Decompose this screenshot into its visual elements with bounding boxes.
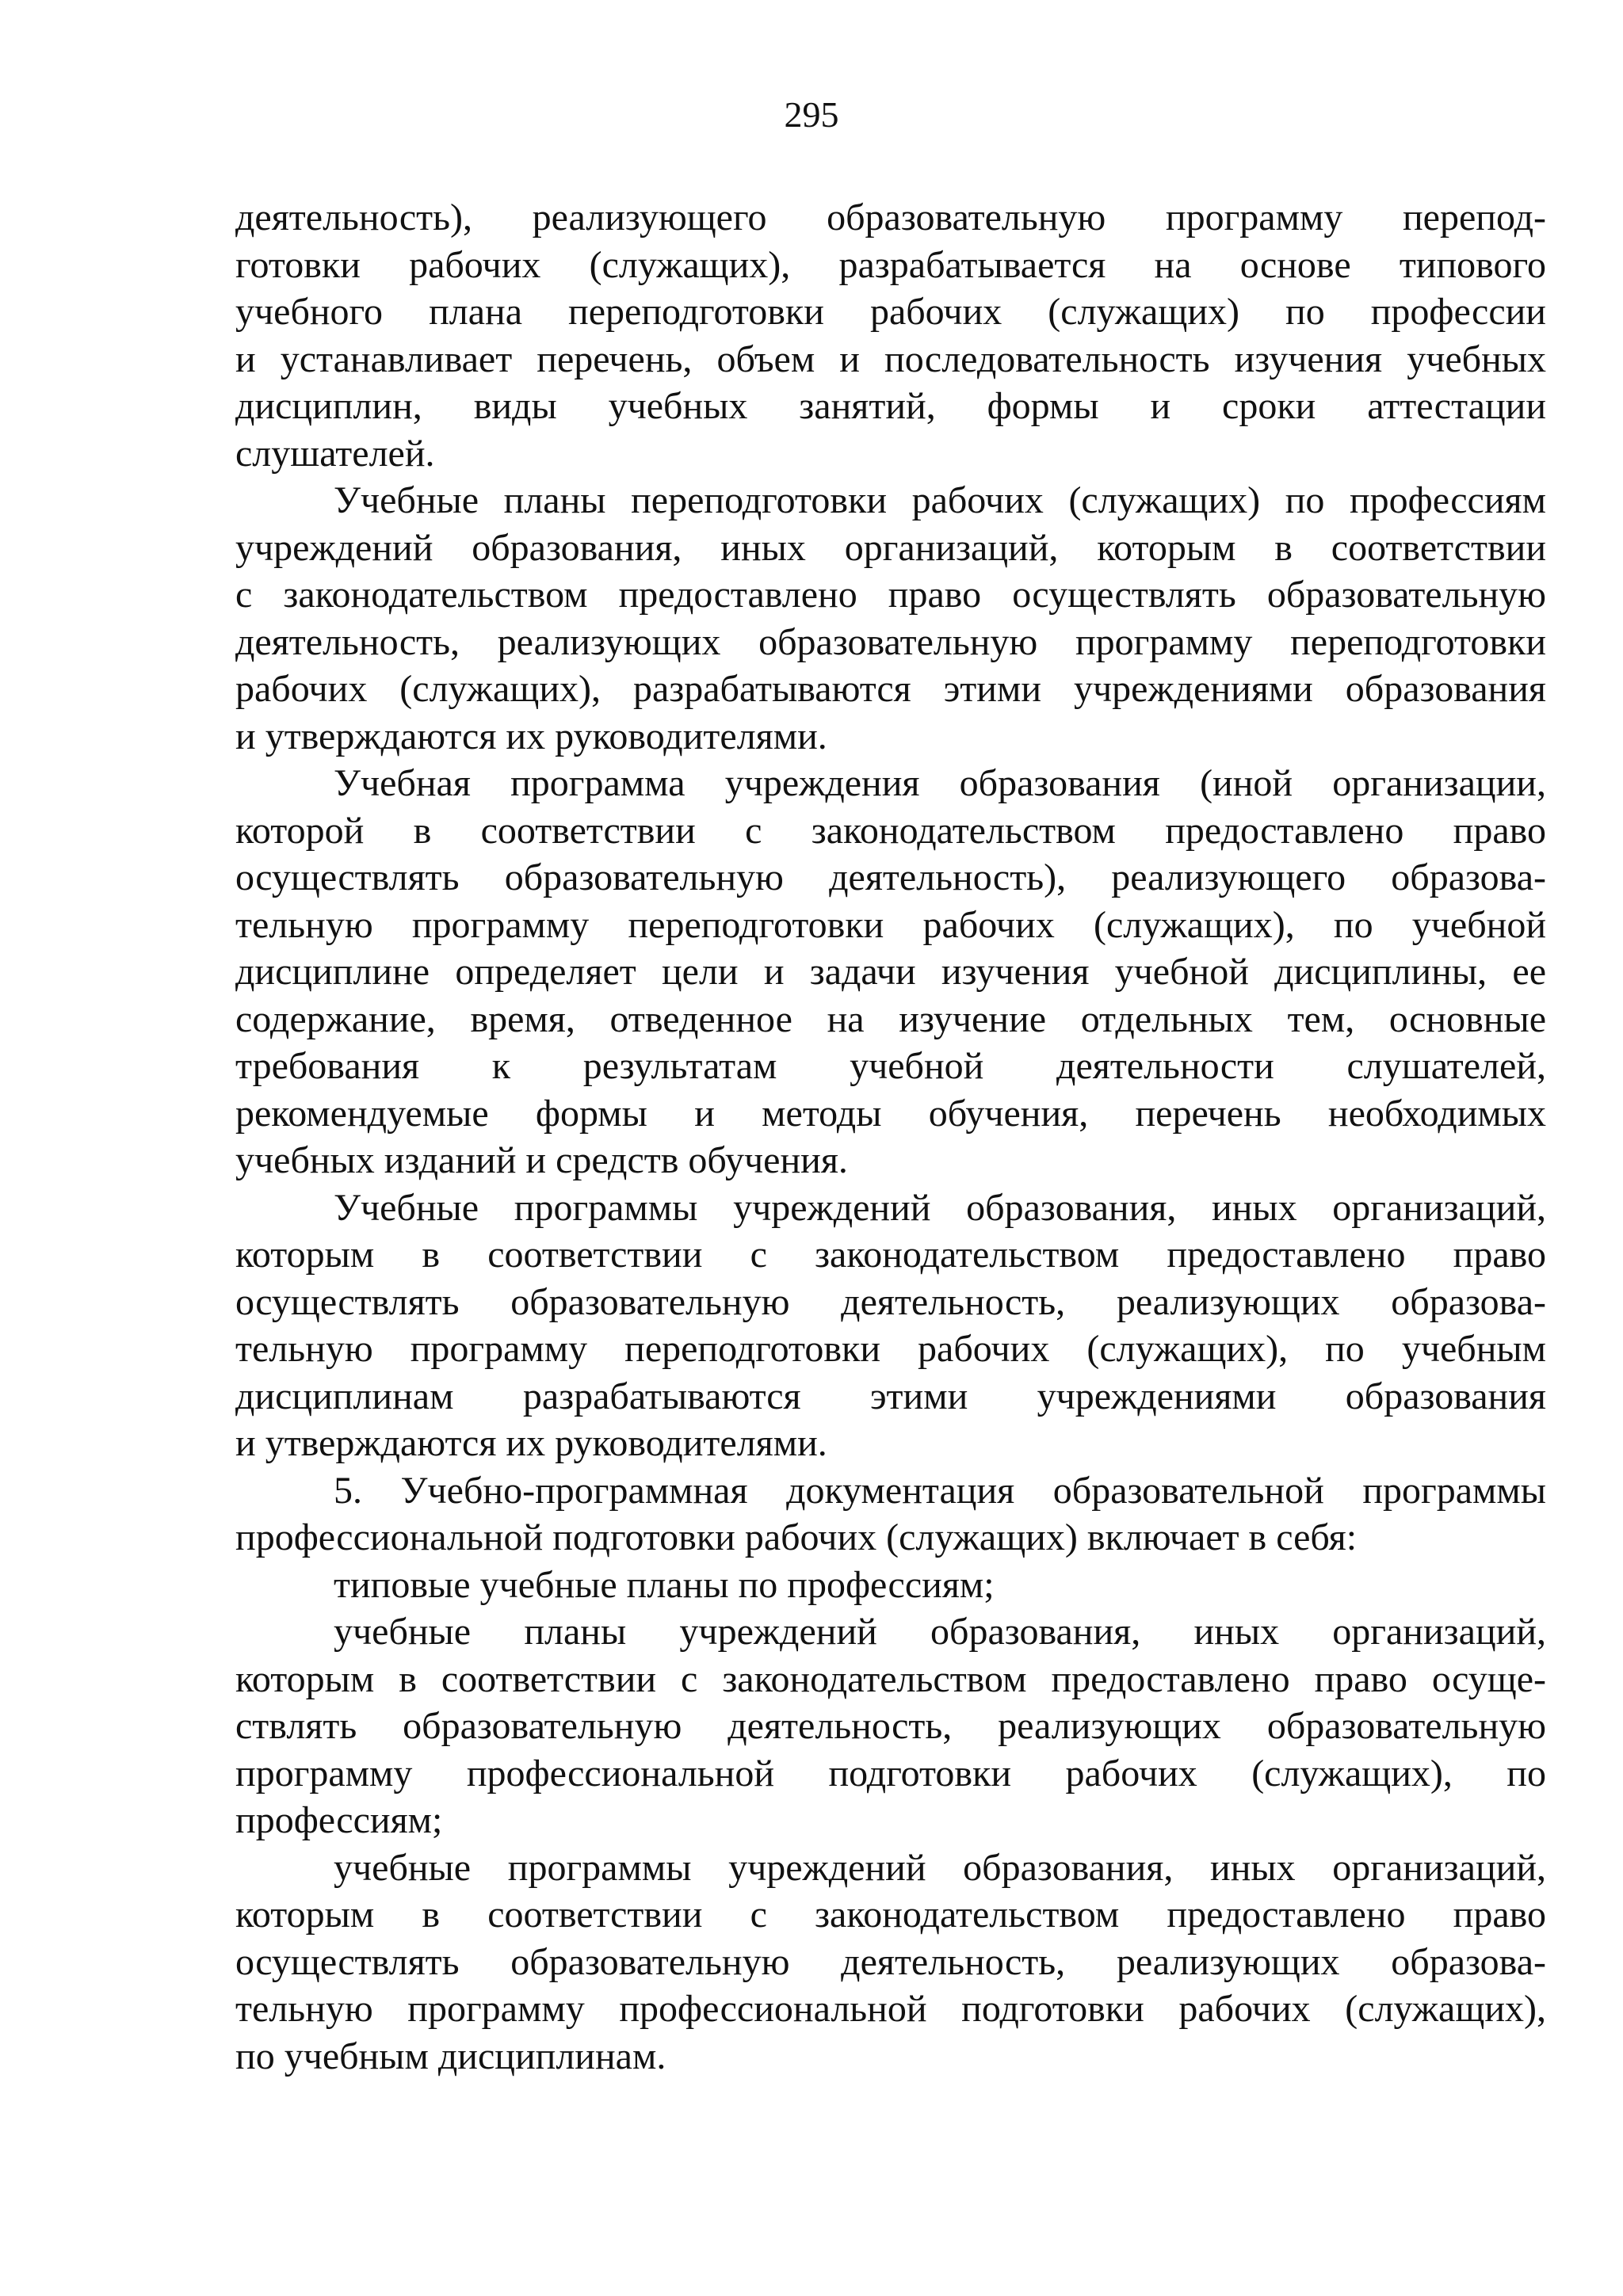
text-line: ствлять образовательную деятельность, реализующих образовательную: [235, 1705, 1546, 1747]
text-line: учебные планы учреждений образования, иных организаций,: [334, 1611, 1546, 1653]
text-line: тельную программу переподготовки рабочих (служащих), по учебным: [235, 1328, 1546, 1370]
text-line: осуществлять образовательную деятельность, реализующих образова-: [235, 1280, 1546, 1323]
text-line: дисциплин, виды учебных занятий, формы и сроки аттестации: [235, 385, 1546, 427]
text-line: с законодательством предоставлено право осуществлять образовательную: [235, 574, 1546, 616]
text-line: которой в соответствии с законодательством предоставлено право: [235, 809, 1546, 852]
page-number: 295: [784, 94, 839, 135]
text-line: слушателей.: [235, 432, 435, 475]
text-line: учреждений образования, иных организаций, которым в соответствии: [235, 526, 1546, 569]
text-line: программу профессиональной подготовки рабочих (служащих), по: [235, 1752, 1546, 1794]
text-line: дисциплине определяет цели и задачи изучения учебной дисциплины, ее: [235, 951, 1546, 993]
text-line: учебных изданий и средств обучения.: [235, 1139, 848, 1181]
text-line: рабочих (служащих), разрабатываются этими учреждениями образования: [235, 668, 1546, 710]
text-line: осуществлять образовательную деятельность, реализующих образова-: [235, 1940, 1546, 1983]
text-line: содержание, время, отведенное на изучение отдельных тем, основные: [235, 997, 1546, 1040]
text-line: и утверждаются их руководителями.: [235, 715, 827, 757]
text-line: 5. Учебно-программная документация образовательной программы: [334, 1469, 1546, 1512]
text-line: Учебные программы учреждений образования, иных организаций,: [334, 1186, 1546, 1229]
text-line: профессиям;: [235, 1799, 443, 1841]
text-line: которым в соответствии с законодательством предоставлено право осуще-: [235, 1657, 1546, 1700]
text-line: дисциплинам разрабатываются этими учреждениями образования: [235, 1375, 1546, 1417]
text-line: деятельность, реализующих образовательную программу переподготовки: [235, 620, 1546, 663]
text-line: профессиональной подготовки рабочих (служащих) включает в себя:: [235, 1516, 1358, 1558]
text-line: и утверждаются их руководителями.: [235, 1422, 827, 1464]
text-line: которым в соответствии с законодательством предоставлено право: [235, 1234, 1546, 1276]
text-line: типовые учебные планы по профессиям;: [334, 1563, 995, 1606]
text-line: по учебным дисциплинам.: [235, 2035, 666, 2077]
text-line: готовки рабочих (служащих), разрабатывается на основе типового: [235, 243, 1546, 286]
text-line: деятельность), реализующего образовательную программу перепод-: [235, 196, 1546, 238]
text-line: тельную программу переподготовки рабочих (служащих), по учебной: [235, 903, 1546, 946]
text-line: которым в соответствии с законодательством предоставлено право: [235, 1894, 1546, 1936]
text-line: тельную программу профессиональной подготовки рабочих (служащих),: [235, 1988, 1546, 2030]
text-line: Учебные планы переподготовки рабочих (служащих) по профессиям: [334, 479, 1546, 521]
document-body: [235, 194, 1546, 2080]
text-line: Учебная программа учреждения образования (иной организации,: [334, 762, 1546, 804]
text-line: рекомендуемые формы и методы обучения, перечень необходимых: [235, 1092, 1546, 1135]
text-line: осуществлять образовательную деятельность), реализующего образова-: [235, 856, 1546, 898]
text-line: и устанавливает перечень, объем и последовательность изучения учебных: [235, 338, 1546, 380]
text-line: учебного плана переподготовки рабочих (служащих) по профессии: [235, 291, 1546, 333]
text-line: требования к результатам учебной деятельности слушателей,: [235, 1045, 1546, 1087]
text-line: учебные программы учреждений образования, иных организаций,: [334, 1846, 1546, 1889]
